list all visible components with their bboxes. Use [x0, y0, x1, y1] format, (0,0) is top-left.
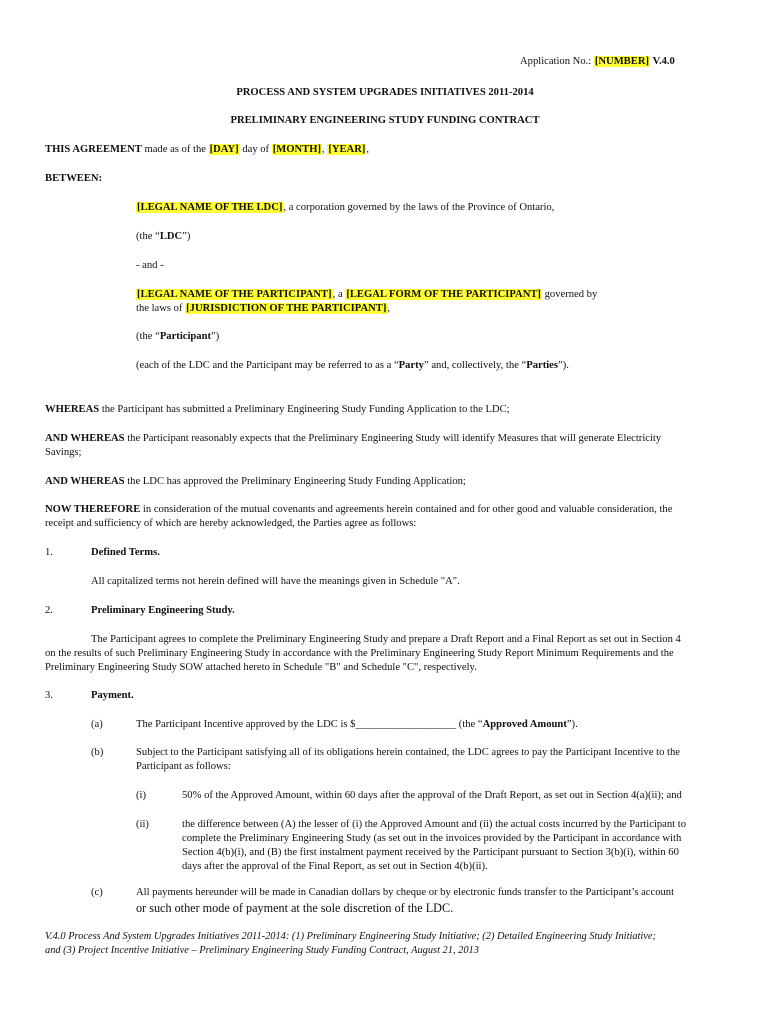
- whereas-3: [45, 475, 735, 489]
- jurisdiction-field: [JURISDICTION OF THE PARTICIPANT]: [186, 303, 387, 314]
- clause-3b-line-1: Subject to the Participant satisfying all of its obligations herein contained, the LDC agrees to pay the Participant Incentive to the: [136, 747, 680, 758]
- clause-3b-body: [136, 746, 736, 774]
- section-3-title: [91, 689, 134, 703]
- text: All capitalized terms not herein defined will have the meanings given in Schedule "A".: [91, 576, 460, 587]
- section-number: 2.: [45, 605, 53, 616]
- title-initiatives: [0, 86, 770, 100]
- whereas-lead: AND WHEREAS: [45, 476, 125, 487]
- clause-3bi-label: [136, 789, 146, 803]
- text: 50% of the Approved Amount, within 60 days after the approval of the Draft Report, as set out in Section 4(a)(ii); and: [182, 790, 682, 801]
- clause-3a-body: [136, 718, 736, 732]
- title-contract: [0, 114, 770, 128]
- agreement-date-line: [45, 143, 735, 157]
- clause-3bii-line-4: days after the approval of the Final Report, as set out in Section 4(b)(ii).: [182, 861, 488, 872]
- text: ” and, collectively, the “: [423, 360, 527, 371]
- app-no-number: [NUMBER]: [594, 56, 649, 67]
- clause-label: (a): [91, 719, 103, 730]
- text: the laws of: [136, 303, 186, 314]
- now-therefore-line-1: [45, 503, 735, 517]
- defined-term: Participant: [159, 331, 212, 342]
- and-separator: [136, 259, 164, 273]
- text: ,: [322, 144, 328, 155]
- month-field: [MONTH]: [272, 144, 322, 155]
- clause-label: (c): [91, 887, 103, 898]
- now-therefore-line-2: receipt and sufficiency of which are hereby acknowledged, the Parties agree as follows:: [45, 518, 417, 529]
- text: ,: [366, 144, 370, 155]
- clause-3c-body: [136, 886, 736, 916]
- app-no-label: Application No.:: [520, 56, 592, 67]
- text: ,: [387, 303, 391, 314]
- participant-form-field: [LEGAL FORM OF THE PARTICIPANT]: [346, 289, 541, 300]
- footer-line-1: V.4.0 Process And System Upgrades Initiatives 2011-2014: (1) Preliminary Engineering Study Initiative; (2) Detailed Engineering Study Initiative;: [45, 931, 656, 942]
- clause-3bii-line-3: Section 4(b)(i), and (B) the first instalment payment received by the Participant pursuant to Section 3(b)(i), within 60: [182, 847, 679, 858]
- whereas-2-line-2: Savings;: [45, 447, 82, 458]
- clause-3b-line-2: Participant as follows:: [136, 761, 231, 772]
- text: the Participant has submitted a Preliminary Engineering Study Funding Application to the LDC;: [99, 404, 510, 415]
- section-1-title: [91, 546, 160, 560]
- text: ”): [211, 331, 220, 342]
- clause-3bi-body: [182, 789, 737, 803]
- section-2-number: [45, 604, 53, 618]
- page-footer: [45, 930, 745, 957]
- title-line-1: PROCESS AND SYSTEM UPGRADES INITIATIVES 2011-2014: [236, 87, 534, 98]
- section-2-line-2: on the results of such Preliminary Engineering Study in accordance with the Preliminary Engineering Study Report Minimum Requirements and the: [45, 648, 674, 659]
- between-text: BETWEEN:: [45, 173, 103, 184]
- clause-3bii-line-1: the difference between (A) the lesser of (i) the Approved Amount and (ii) the actual costs incurred by the Participant to: [182, 819, 687, 830]
- agreement-lead: THIS AGREEMENT: [45, 144, 142, 155]
- ldc-definition: [136, 230, 190, 244]
- day-field: [DAY]: [209, 144, 239, 155]
- text: the Participant reasonably expects that the Preliminary Engineering Study will identify Measures that will generate Electricity: [124, 433, 662, 444]
- year-field: [YEAR]: [328, 144, 366, 155]
- text: in consideration of the mutual covenants and agreements herein contained and for other good and valuable consideration, the: [140, 504, 673, 515]
- text: The Participant Incentive approved by the LDC is $___________________ (the “: [136, 719, 483, 730]
- clause-3bii-body: [182, 818, 737, 874]
- now-therefore-lead: NOW THEREFORE: [45, 504, 141, 515]
- between-heading: [45, 172, 102, 186]
- application-number: [520, 55, 720, 69]
- text: the LDC has approved the Preliminary Engineering Study Funding Application;: [124, 476, 466, 487]
- defined-term: Parties: [526, 360, 559, 371]
- participant-party: [136, 288, 736, 316]
- whereas-1: [45, 403, 735, 417]
- clause-3b-label: [91, 746, 103, 760]
- text: , a corporation governed by the laws of the Province of Ontario,: [283, 202, 555, 213]
- text: ”).: [566, 719, 578, 730]
- ldc-party: [136, 201, 736, 215]
- whereas-2-line-1: [45, 432, 735, 446]
- text: day of: [239, 144, 272, 155]
- text: (the “: [136, 231, 160, 242]
- section-title: Payment.: [91, 690, 134, 701]
- party-definition: [136, 359, 736, 373]
- section-2-body: [45, 633, 735, 675]
- participant-definition: [136, 330, 219, 344]
- clause-3bii-line-2: complete the Preliminary Engineering Study (as set out in the invoices provided by the Participant in accordance with: [182, 833, 682, 844]
- section-2-title: [91, 604, 235, 618]
- ldc-name-field: [LEGAL NAME OF THE LDC]: [137, 202, 283, 213]
- text: ”): [182, 231, 191, 242]
- clause-label: (ii): [136, 819, 149, 830]
- clause-3c-line-2: or such other mode of payment at the sole discretion of the LDC.: [136, 901, 454, 915]
- defined-term: Party: [398, 360, 424, 371]
- clause-3c-line-1: All payments hereunder will be made in Canadian dollars by cheque or by electronic funds transfer to the Participant’s account: [136, 887, 675, 898]
- text: (the “: [136, 331, 160, 342]
- participant-line-2: [136, 302, 736, 316]
- section-number: 3.: [45, 690, 53, 701]
- defined-term: Approved Amount: [482, 719, 567, 730]
- section-3-number: [45, 689, 53, 703]
- now-therefore: [45, 503, 735, 531]
- section-1-number: [45, 546, 53, 560]
- clause-3c-label: [91, 886, 103, 900]
- text: governed by: [541, 289, 598, 300]
- text: (each of the LDC and the Participant may be referred to as a “: [136, 360, 399, 371]
- section-number: 1.: [45, 547, 53, 558]
- section-title: Preliminary Engineering Study.: [91, 605, 235, 616]
- participant-name-field: [LEGAL NAME OF THE PARTICIPANT]: [137, 289, 332, 300]
- section-1-body: [91, 575, 731, 589]
- footer-line-2: and (3) Project Incentive Initiative – Preliminary Engineering Study Funding Contract, August 21, 2013: [45, 944, 479, 956]
- title-line-2: PRELIMINARY ENGINEERING STUDY FUNDING CONTRACT: [230, 115, 540, 126]
- section-2-line-1: The Participant agrees to complete the Preliminary Engineering Study and prepare a Draft Report and a Final Report as set out in Section 4: [91, 634, 681, 645]
- section-title: Defined Terms.: [91, 547, 160, 558]
- text: ”).: [558, 360, 569, 371]
- section-2-line-3: Preliminary Engineering Study SOW attached hereto in Schedule "B" and Schedule "C", respectively.: [45, 662, 477, 673]
- app-version: V.4.0: [652, 56, 675, 67]
- text: made as of the: [141, 144, 209, 155]
- whereas-lead: WHEREAS: [45, 404, 100, 415]
- clause-3bii-label: [136, 818, 149, 832]
- whereas-2: [45, 432, 735, 460]
- text: , a: [332, 289, 346, 300]
- clause-3a-label: [91, 718, 103, 732]
- whereas-lead: AND WHEREAS: [45, 433, 125, 444]
- participant-line-1: [136, 288, 736, 302]
- and-text: - and -: [136, 260, 164, 271]
- clause-label: (i): [136, 790, 146, 801]
- defined-term: LDC: [159, 231, 183, 242]
- clause-label: (b): [91, 747, 104, 758]
